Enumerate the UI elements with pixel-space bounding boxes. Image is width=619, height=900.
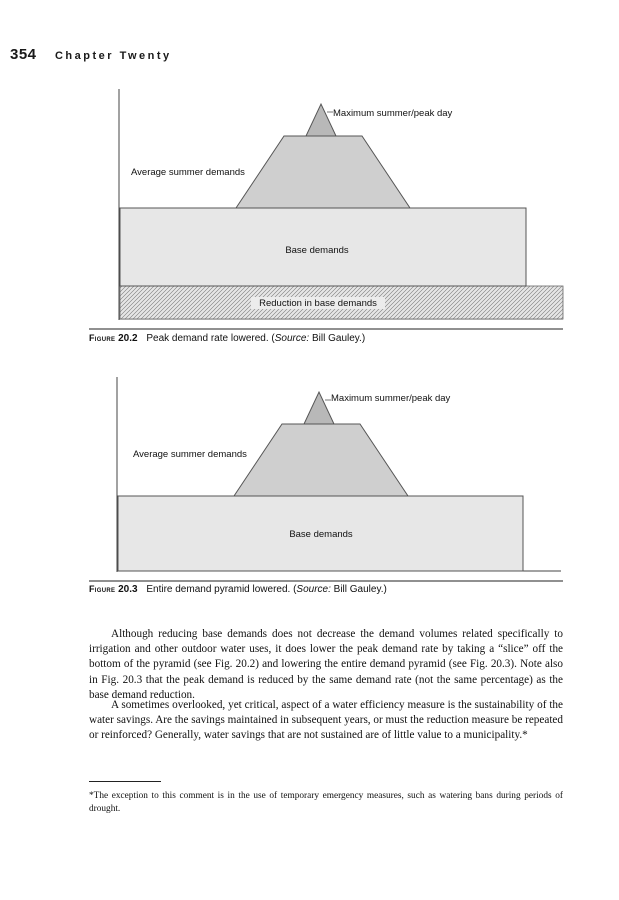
figure-20-3-caption xyxy=(89,584,387,595)
figure-20-2-caption xyxy=(89,333,365,344)
fig1-peak-triangle xyxy=(306,104,336,136)
footnote-rule xyxy=(89,781,161,782)
fig2-label-average: Average summer demands xyxy=(133,449,247,460)
caption-text-end: Bill Gauley.) xyxy=(330,584,387,595)
figure-20-3 xyxy=(89,377,563,581)
page-number: 354 xyxy=(10,46,37,63)
fig1-label-peak: Maximum summer/peak day xyxy=(333,108,453,119)
caption-source-word: Source: xyxy=(274,333,310,344)
caption-source-word: Source: xyxy=(296,584,331,595)
caption-figure-number: 20.2 xyxy=(118,333,138,344)
figure-20-2 xyxy=(89,89,563,329)
fig2-average-trapezoid xyxy=(234,424,408,496)
body-paragraph-2: A sometimes overlooked, yet critical, aspect of a water efficiency measure is the sustainability of the water savings. Are the savings maintained in subsequent years, or must the reduction measure be repeated or reinforced? Generally, water savings that are not sustained are of little value to a municipality.* xyxy=(89,699,563,742)
footnote: *The exception to this comment is in the use of temporary emergency measures, such as watering bans during periods of drought. xyxy=(89,791,563,814)
fig1-label-base: Base demands xyxy=(285,245,349,256)
caption-figure-label: Figure xyxy=(89,333,116,343)
fig1-label-average: Average summer demands xyxy=(131,167,245,178)
fig2-label-peak: Maximum summer/peak day xyxy=(331,393,451,404)
caption-text-start: Entire demand pyramid lowered. ( xyxy=(146,584,297,595)
fig1-average-trapezoid xyxy=(236,136,410,208)
fig1-label-reduction: Reduction in base demands xyxy=(259,298,377,309)
fig2-label-base: Base demands xyxy=(289,529,353,540)
caption-figure-label: Figure xyxy=(89,584,116,594)
body-paragraph-1: Although reducing base demands does not decrease the demand volumes related specifically to irrigation and other outdoor water uses, it does lower the peak demand rate by taking a “slice” off the bottom of the pyramid (see Fig. 20.2) and lowering the entire demand pyramid (see Fig. 20.3). Note also in Fig. 20.3 that the peak demand is reduced by the same demand rate (not the same percentage) as the base demand reduction. xyxy=(89,628,563,701)
chapter-title: Chapter Twenty xyxy=(54,50,172,62)
caption-text-end: Bill Gauley.) xyxy=(309,333,366,344)
caption-figure-number: 20.3 xyxy=(118,584,138,595)
fig2-peak-triangle xyxy=(304,392,334,424)
caption-text-start: Peak demand rate lowered. ( xyxy=(146,333,275,344)
